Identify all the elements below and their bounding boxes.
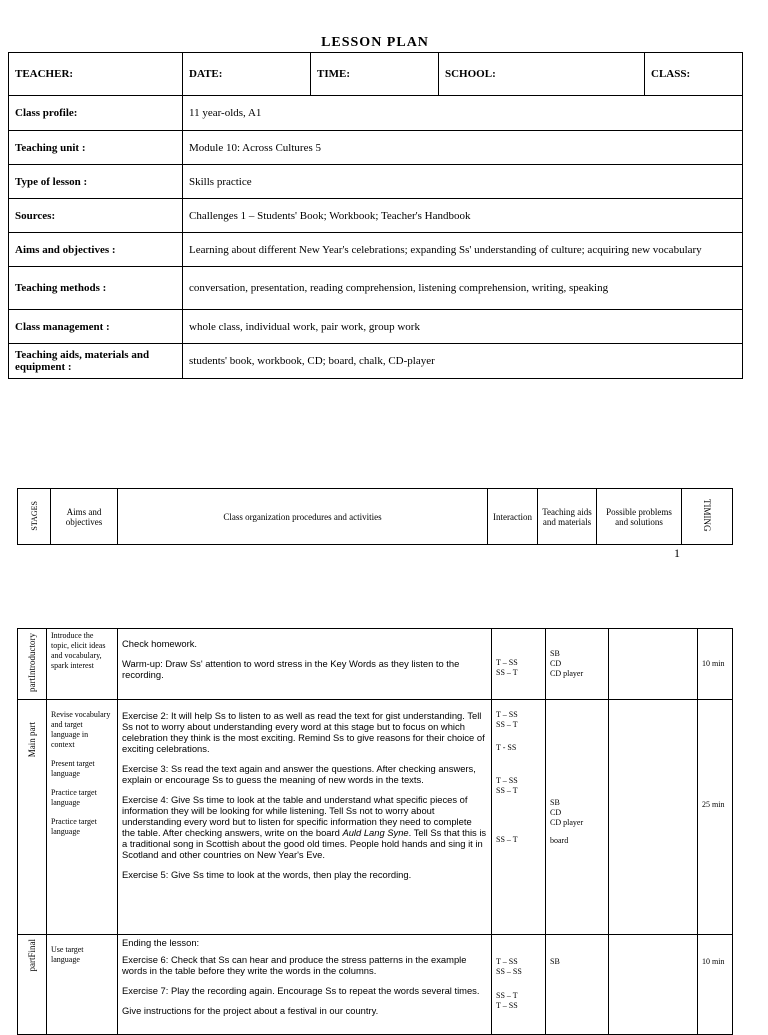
interaction-text: SS – T: [496, 991, 518, 1000]
info-label: Type of lesson :: [9, 165, 183, 199]
info-row: [9, 165, 743, 199]
info-value: Challenges 1 – Students' Book; Workbook; Teacher's Handbook: [183, 199, 743, 233]
col-aims: Aims and objectives: [51, 489, 118, 545]
aim-text: Practice target language: [51, 817, 97, 836]
aid-text: board: [550, 836, 569, 845]
page-number: 1: [674, 546, 680, 560]
lesson-stages-table: [17, 628, 733, 1035]
info-label: Class profile:: [9, 96, 183, 131]
info-value: 11 year-olds, A1: [183, 96, 743, 131]
stage-row: [18, 935, 733, 1035]
procedure-text-group: [122, 794, 487, 860]
interaction-text: T – SS: [496, 1001, 518, 1010]
aid-text: CD: [550, 659, 562, 668]
interaction-text: SS – T: [496, 720, 518, 729]
interaction-text: SS – T: [496, 668, 518, 677]
procedure-text: . Tell Ss that this is a traditional song in Scottish about the good old times. People hold hands and sing it in Scotland and other countries on New Year's Eve.: [122, 827, 487, 860]
col-problems: Possible problems and solutions: [597, 489, 682, 545]
procedure-text: Exercise 2: It will help Ss to listen to as well as read the text for gist understanding. Tell Ss not to worry about understanding every word at this stage but to focus on which celebration they think is the most exciting. Remind Ss to give reasons for their choice of exciting celebrations.: [122, 710, 485, 754]
header-row: [9, 53, 743, 96]
interaction-text: SS – SS: [496, 967, 522, 976]
col-stages: STAGES: [29, 500, 39, 531]
song-title: Auld Lang Syne: [342, 827, 409, 838]
procedure-text: Check homework.: [122, 638, 198, 649]
info-value: Learning about different New Year's celebrations; expanding Ss' understanding of culture; acquiring new vocabulary: [183, 233, 743, 267]
info-value: Module 10: Across Cultures 5: [183, 131, 743, 165]
info-row: [9, 233, 743, 267]
aim-text: Present target language: [51, 759, 95, 778]
procedure-text: Exercise 3: Ss read the text again and answer the questions. After checking answers, explain or encourage Ss to guess the meaning of new words in the texts.: [122, 763, 476, 785]
interaction-text: T – SS: [496, 776, 518, 785]
class-cell: CLASS:: [645, 53, 743, 96]
aid-text: SB: [550, 957, 560, 966]
info-label: Sources:: [9, 199, 183, 233]
info-row: [9, 199, 743, 233]
time-cell: TIME:: [311, 53, 439, 96]
aid-text: CD player: [550, 669, 584, 678]
aim-text: Introduce the topic, elicit ideas and vocabulary, spark interest: [51, 631, 106, 670]
col-aids: Teaching aids and materials: [538, 489, 597, 545]
aim-text: Use target language: [51, 945, 84, 964]
info-value: Skills practice: [183, 165, 743, 199]
info-row: [9, 96, 743, 131]
procedure-text: Exercise 5: Give Ss time to look at the words, then play the recording.: [122, 869, 412, 880]
col-timing: TIMING: [702, 499, 712, 532]
procedure-text: Ending the lesson:: [122, 937, 200, 948]
info-row: [9, 267, 743, 310]
interaction-text: SS – T: [496, 786, 518, 795]
info-row: [9, 310, 743, 344]
lesson-info-table: [8, 52, 743, 379]
interaction-text: SS – T: [496, 835, 518, 844]
timing-text: 10 min: [702, 957, 725, 966]
stage-label: partFinal: [27, 939, 37, 972]
procedure-text: Exercise 6: Check that Ss can hear and produce the stress patterns in the example words in the table before they write the words in the columns.: [122, 954, 467, 976]
interaction-text: T – SS: [496, 957, 518, 966]
col-procedures: Class organization procedures and activities: [118, 489, 488, 545]
aid-text: SB: [550, 649, 560, 658]
stage-label: Main part: [27, 722, 37, 758]
interaction-text: T - SS: [496, 743, 517, 752]
columns-header-table: [17, 488, 733, 545]
aid-text: CD player: [550, 818, 584, 827]
procedure-text: Exercise 7: Play the recording again. Encourage Ss to repeat the words several times.: [122, 985, 480, 996]
info-label: Aims and objectives :: [9, 233, 183, 267]
page-title: LESSON PLAN: [321, 35, 429, 50]
info-label: Class management :: [9, 310, 183, 344]
info-row: [9, 131, 743, 165]
aim-text: Revise vocabulary and target language in context: [51, 710, 111, 749]
procedure-text: Give instructions for the project about a festival in our country.: [122, 1005, 379, 1016]
stage-row: [18, 629, 733, 700]
info-row: [9, 344, 743, 379]
aid-text: SB: [550, 798, 560, 807]
timing-text: 25 min: [702, 800, 725, 809]
school-cell: SCHOOL:: [439, 53, 645, 96]
date-cell: DATE:: [183, 53, 311, 96]
procedure-text: Exercise 4: Give Ss time to look at the table and understand what specific pieces of information they will be looking for while listening. Tell Ss not to worry about understanding every word but to listen for specific information they need to complete the table. After checking answers, write on the board: [122, 794, 472, 838]
info-label: Teaching unit :: [9, 131, 183, 165]
teacher-cell: TEACHER:: [9, 53, 183, 96]
info-value: conversation, presentation, reading comprehension, listening comprehension, writing, speaking: [183, 267, 743, 310]
col-interaction: Interaction: [488, 489, 538, 545]
info-label: Teaching methods :: [9, 267, 183, 310]
timing-text: 10 min: [702, 659, 725, 668]
info-value: students' book, workbook, CD; board, chalk, CD-player: [183, 344, 743, 379]
aim-text: Practice target language: [51, 788, 97, 807]
interaction-text: T – SS: [496, 710, 518, 719]
stage-label: partIntroductory: [27, 633, 37, 692]
aid-text: CD: [550, 808, 562, 817]
interaction-text: T – SS: [496, 658, 518, 667]
procedure-text: Warm-up: Draw Ss' attention to word stress in the Key Words as they listen to the recording.: [122, 658, 460, 680]
info-value: whole class, individual work, pair work, group work: [183, 310, 743, 344]
stage-row: [18, 700, 733, 935]
info-label: Teaching aids, materials and equipment :: [9, 344, 183, 379]
